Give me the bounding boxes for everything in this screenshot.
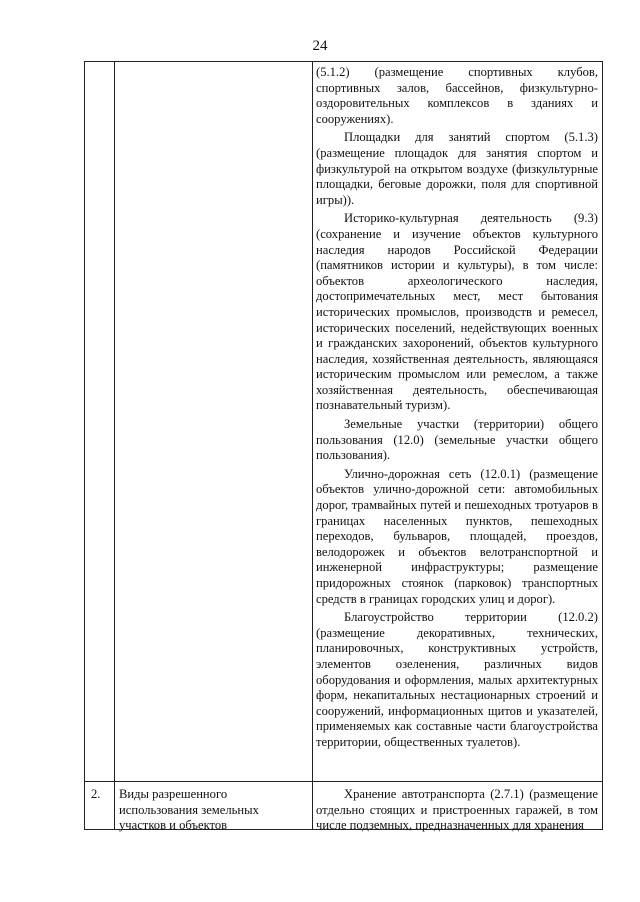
row1-paragraph: Улично-дорожная сеть (12.0.1) (размещение объектов улично-дорожной сети: автомобильных дорог, трамвайных путей и пешеходных тротуаров в границах населенных пунктов, пешеходных переходов, бульваров, площадей, проездов, велодорожек и объектов велотранспортной и инженерной инфраструктуры; размещение придорожных стоянок (парковок) транспортных средств в границах городских улиц и дорог).: [316, 466, 598, 606]
table-column-divider: [312, 62, 313, 829]
zoning-table: [84, 61, 603, 833]
row1-paragraph: Площадки для занятий спортом (5.1.3) (размещение площадок для занятия спортом и физкультурой на открытом воздухе (физкультурные площадки, беговые дорожки, поля для спортивной игры)).: [316, 130, 598, 207]
row2-content: Хранение автотранспорта (2.7.1) (размещение отдельно стоящих и пристроенных гаражей, в том числе подземных, предназначенных для хранения: [316, 787, 598, 833]
row1-paragraph: Историко-культурная деятельность (9.3) (сохранение и изучение объектов культурного наследия народов Российской Федерации (памятников истории и культуры), в том числе: объектов археологического наследия, достопримечательных мест, мест бытования исторических промыслов, производств и ремесел, исторических поселений, недействующих военных и гражданских захоронений, объектов культурного наследия, хозяйственная деятельность, являющаяся историческим промыслом или ремеслом, а также хозяйственная деятельность, обеспечивающая познавательный туризм).: [316, 211, 598, 413]
row1-paragraph: Благоустройство территории (12.0.2) (размещение декоративных, технических, планировочных, конструктивных устройств, элементов озеленения, различных видов оборудования и оформления, малых архитектурных форм, некапитальных нестационарных строений и сооружений, информационных щитов и указателей, применяемых как составные части благоустройства территории, общественных туалетов).: [316, 610, 598, 749]
page-number: 24: [312, 38, 328, 54]
row2-name: Виды разрешенного использования земельных участков и объектов: [119, 787, 259, 833]
table-column-divider: [114, 62, 115, 829]
row1-content-cell: [316, 65, 598, 754]
table-row-divider: [85, 781, 602, 782]
row1-paragraph: (5.1.2) (размещение спортивных клубов, спортивных залов, бассейнов, физкультурно-оздоровительных комплексов в зданиях и сооружениях).: [316, 65, 598, 126]
row1-paragraph: Земельные участки (территории) общего пользования (12.0) (земельные участки общего пользования).: [316, 417, 598, 463]
row2-number: 2.: [91, 787, 101, 801]
